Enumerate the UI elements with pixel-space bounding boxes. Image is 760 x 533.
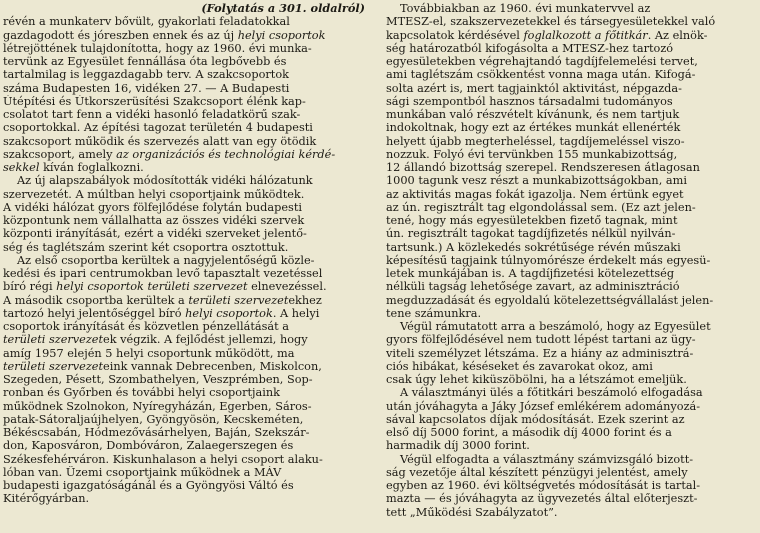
text-line: 12 állandó bizottság szerepel. Rendszeresen átlagosan bbox=[386, 161, 700, 174]
text-line: sági szempontból hasznos társadalmi tudományos bbox=[386, 94, 673, 108]
text-line: csoportokkal. Az építési tagozat területén 4 budapesti bbox=[3, 121, 313, 135]
text-line: budapesti igazgatóságánál és a Gyöngyösi Váltó és bbox=[3, 479, 294, 492]
text-line: révén a munkaterv bővült, gyakorlati feladatokkal bbox=[3, 15, 290, 29]
text-line: kapcsolatok kérdésével foglalkozott a főtitkár. Az elnök- bbox=[386, 28, 708, 42]
text-line: nozzuk. Folyó évi tervünkben 155 munkabizottság, bbox=[386, 147, 678, 161]
text-line: ún. regisztrált tagokat tagdíjfizetés nélkül nyilván- bbox=[386, 227, 676, 241]
text-line: szakcsoport, amely az organizációs és technológiai kérdé- bbox=[3, 147, 336, 161]
text-line: száma Budapesten 16, vidéken 27. — A Budapesti bbox=[3, 81, 290, 95]
text-line: egyesületekben végrehajtandó tagdíjfelemelési tervet, bbox=[386, 55, 698, 68]
text-line: tervünk az Egyesület fennállása óta legbővebb és bbox=[3, 55, 287, 68]
text-line: gyors fölfejlődésével nem tudott lépést tartani az ügy- bbox=[386, 333, 696, 347]
text-line: viteli személyzet létszáma. Ez a hiány az adminisztrá- bbox=[386, 346, 694, 360]
text-line: patak-Sátoraljaújhelyen, Gyöngyösön, Kecskeméten, bbox=[3, 412, 304, 426]
text-line: tartozó helyi jelentőséggel bíró helyi csoportok. A helyi bbox=[3, 306, 320, 320]
text-line: első díj 5000 forint, a második díj 4000 forint és a bbox=[386, 426, 672, 439]
continuation-header: (Folytatás a 301. oldalról) bbox=[201, 2, 365, 15]
text-line: ami taglétszám csökkentést vonna maga után. Kifogá- bbox=[386, 68, 696, 82]
text-line: csak úgy lehet kiküszöbölni, ha a létszámot emeljük. bbox=[386, 373, 687, 386]
text-line: Az első csoportba kerültek a nagyjelentőségű közle- bbox=[17, 253, 315, 267]
text-line: ság vezetője által készített pénzügyi jelentést, amely bbox=[386, 465, 688, 479]
text-line: központunk nem vállalhatta az összes vidéki szervek bbox=[3, 214, 305, 227]
text-line: nélküli tagság lehetősége zavart, az adminisztráció bbox=[386, 280, 680, 294]
text-line: létrejöttének tulajdonította, hogy az 1960. évi munka- bbox=[3, 41, 312, 55]
text-line: A vidéki hálózat gyors fölfejlődése folytán budapesti bbox=[3, 200, 302, 214]
text-line: don, Kaposváron, Dombóváron, Zalaegerszegen és bbox=[3, 439, 294, 453]
text-line: gazdagodott és jóreszben ennek és az új helyi csoportok bbox=[3, 28, 326, 42]
text-line: ciós hibákat, késéseket és zavarokat okoz, ami bbox=[386, 359, 653, 373]
text-line: az aktivitás magas fokát igazolja. Nem értünk egyet bbox=[386, 187, 684, 201]
text-line: kedési és ipari centrumokban levő tapasztalt vezetéssel bbox=[3, 267, 323, 280]
text-line: központi irányítását, ezért a vidéki szerveket jelentő- bbox=[3, 227, 307, 241]
text-line: Békéscsabán, Hódmezővásárhelyen, Baján, Szekszár- bbox=[3, 426, 310, 439]
text-line: munkában való részvételt kívánunk, és nem tartjuk bbox=[386, 108, 680, 121]
text-line: ség és taglétszám szerint két csoportra osztottuk. bbox=[3, 240, 289, 254]
text-line: A második csoportba kerültek a területi szervezetekhez bbox=[3, 293, 322, 307]
text-line: ronban és Győrben és további helyi csoportjaink bbox=[3, 386, 281, 400]
text-line: sekkel kíván foglalkozni. bbox=[3, 161, 144, 174]
text-line: tartalmilag is leggazdagabb terv. A szakcsoportok bbox=[3, 68, 289, 82]
text-line: ség határozatból kifogásolta a MTESZ-hez tartozó bbox=[386, 41, 674, 55]
text-line: területi szervezetek végzik. A fejlődést jellemzi, hogy bbox=[3, 333, 308, 347]
text-line: csoportok irányítását és közvetlen pénzellátását a bbox=[3, 320, 290, 333]
text-line: mazta — és jóváhagyta az ügyvezetés által előterjeszt- bbox=[386, 492, 698, 506]
text-line: után jóváhagyta a Jáky József emlékérem adományozá- bbox=[386, 399, 701, 413]
text-line: tett „Működési Szabályzatot”. bbox=[386, 505, 558, 519]
text-line: Az új alapszabályok módosították vidéki hálózatunk bbox=[17, 174, 313, 188]
text-line: amíg 1957 elején 5 helyi csoportunk működött, ma bbox=[3, 346, 295, 360]
text-line: szakcsoport működik és szervezés alatt van egy ötödik bbox=[3, 134, 317, 148]
text-line: MTESZ-el, szakszervezetekkel és társegyesületekkel való bbox=[386, 15, 716, 29]
text-line: megduzzadását és egyoldalú kötelezettségvállalást jelen- bbox=[386, 293, 714, 307]
text-line: Kitérőgyárban. bbox=[3, 492, 90, 506]
text-line: tartsunk.) A közlekedés sokrétűsége révén műszaki bbox=[386, 240, 681, 254]
left-column bbox=[3, 2, 371, 506]
right-column bbox=[386, 2, 754, 519]
text-line: csolatot tart fenn a vidéki hasonló feladatkörű szak- bbox=[3, 108, 301, 121]
text-line: helyett újabb megterheléssel, tagdíjemeléssel viszo- bbox=[386, 134, 685, 148]
text-line: 1000 tagunk vesz részt a munkabizottságokban, ami bbox=[386, 174, 687, 188]
text-line: az ún. regisztrált tag elgondolással sem. (Ez azt jelen- bbox=[386, 200, 696, 214]
text-line: működnek Szolnokon, Nyíregyházán, Egerben, Sáros- bbox=[3, 399, 312, 413]
text-line: harmadik díj 3000 forint. bbox=[386, 439, 530, 453]
text-line: sával kapcsolatos díjak módosítását. Ezek szerint az bbox=[386, 412, 685, 426]
text-line: A választmányi ülés a főtitkári beszámoló elfogadása bbox=[400, 386, 703, 400]
text-line: letek munkájában is. A tagdíjfizetési kötelezettség bbox=[386, 267, 675, 280]
text-line: Végül rámutatott arra a beszámoló, hogy az Egyesület bbox=[400, 320, 711, 333]
text-line: Továbbiakban az 1960. évi munkatervvel az bbox=[400, 2, 651, 15]
text-line: Szegeden, Pésett, Szombathelyen, Veszprémben, Sop- bbox=[3, 373, 313, 386]
text-line: Útépítési és Útkorszerüsítési Szakcsoport élénk kap- bbox=[3, 94, 306, 108]
text-line: képesítésű tagjaink túlnyomórésze érdekelt más egyesü- bbox=[386, 253, 711, 267]
text-line: lóban van. Üzemi csoportjaink működnek a MÁV bbox=[3, 465, 282, 479]
text-line: szervezetét. A múltban helyi csoportjaink működtek. bbox=[3, 187, 305, 201]
text-line: tene számunkra. bbox=[386, 306, 482, 320]
text-line: tené, hogy más egyesületekben fizető tagnak, mint bbox=[386, 214, 678, 227]
text-line: területi szervezeteink vannak Debrecenben, Miskolcon, bbox=[3, 359, 322, 373]
text-line: Végül elfogadta a választmány számvizsgáló bizott- bbox=[400, 452, 694, 466]
text-line: solta azért is, mert tagjainktól aktivitást, népgazda- bbox=[386, 81, 682, 95]
text-line: Székesfehérváron. Kiskunhalason a helyi csoport alaku- bbox=[3, 452, 323, 466]
text-line: bíró régi helyi csoportok területi szervezet elnevezéssel. bbox=[3, 280, 327, 294]
text-line: indokoltnak, hogy ezt az értékes munkát ellenérték bbox=[386, 121, 681, 135]
text-line: egyben az 1960. évi költségvetés módosítását is tartal- bbox=[386, 479, 701, 492]
